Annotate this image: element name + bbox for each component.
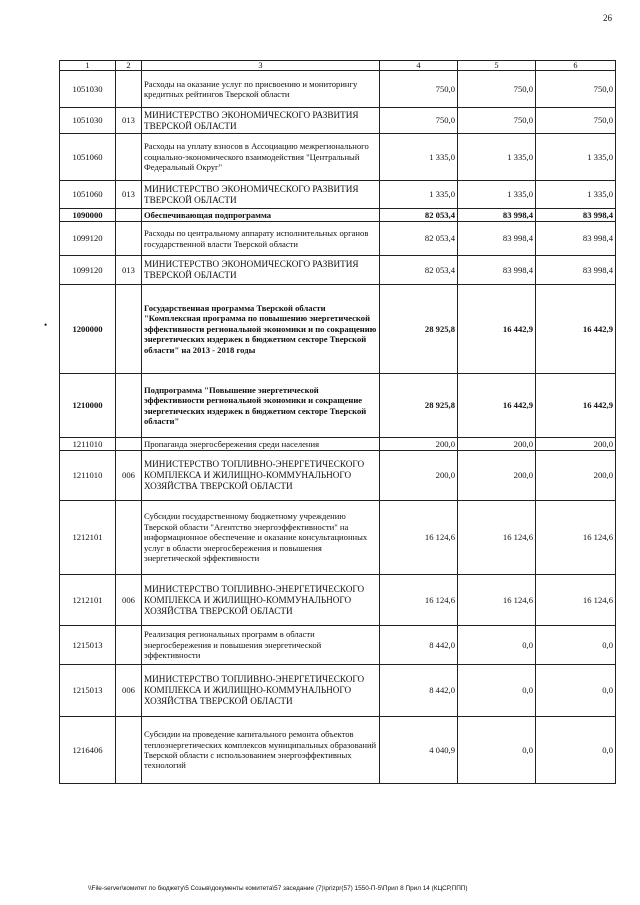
column-header-6: 6 — [536, 61, 616, 71]
table-row — [60, 575, 616, 626]
row-value-col5: 16 442,9 — [458, 374, 536, 438]
row-value-col6: 0,0 — [536, 665, 616, 717]
row-subcode — [116, 717, 142, 784]
row-value-col4: 16 124,6 — [380, 501, 458, 575]
column-header-5: 5 — [458, 61, 536, 71]
row-subcode: 006 — [116, 451, 142, 501]
column-header-1: 1 — [60, 61, 116, 71]
budget-table — [59, 60, 616, 784]
row-code: 1051060 — [60, 181, 116, 209]
row-value-col4: 82 053,4 — [380, 256, 458, 285]
row-value-col4: 750,0 — [380, 71, 458, 108]
row-code: 1212101 — [60, 501, 116, 575]
row-value-col5: 16 442,9 — [458, 285, 536, 374]
row-value-col5: 0,0 — [458, 665, 536, 717]
row-value-col6: 0,0 — [536, 626, 616, 665]
row-subcode — [116, 222, 142, 256]
row-value-col4: 200,0 — [380, 451, 458, 501]
row-code: 1099120 — [60, 222, 116, 256]
row-subcode — [116, 626, 142, 665]
table-row — [60, 665, 616, 717]
row-code: 1051030 — [60, 71, 116, 108]
column-header-3: 3 — [142, 61, 380, 71]
row-description: Субсидии государственному бюджетному учреждению Тверской области "Агентство энергоэффективности" на информационное обеспечение и оказание консультационных услуг в области энергосбережения и повышения энергетической эффективности — [142, 501, 380, 575]
table-row — [60, 285, 616, 374]
table-row — [60, 374, 616, 438]
row-description: МИНИСТЕРСТВО ЭКОНОМИЧЕСКОГО РАЗВИТИЯ ТВЕРСКОЙ ОБЛАСТИ — [142, 108, 380, 134]
row-code: 1051060 — [60, 134, 116, 181]
row-value-col4: 1 335,0 — [380, 134, 458, 181]
row-value-col6: 750,0 — [536, 108, 616, 134]
row-code: 1210000 — [60, 374, 116, 438]
row-subcode: 013 — [116, 256, 142, 285]
row-value-col6: 750,0 — [536, 71, 616, 108]
table-row — [60, 134, 616, 181]
table-row — [60, 451, 616, 501]
row-value-col4: 8 442,0 — [380, 665, 458, 717]
row-subcode — [116, 438, 142, 451]
row-code: 1051030 — [60, 108, 116, 134]
row-value-col6: 83 998,4 — [536, 256, 616, 285]
row-value-col6: 1 335,0 — [536, 134, 616, 181]
row-description: МИНИСТЕРСТВО ЭКОНОМИЧЕСКОГО РАЗВИТИЯ ТВЕРСКОЙ ОБЛАСТИ — [142, 181, 380, 209]
row-value-col5: 0,0 — [458, 717, 536, 784]
row-value-col6: 16 442,9 — [536, 374, 616, 438]
table-row — [60, 222, 616, 256]
row-value-col5: 16 124,6 — [458, 575, 536, 626]
row-value-col5: 16 124,6 — [458, 501, 536, 575]
row-code: 1215013 — [60, 665, 116, 717]
row-value-col5: 83 998,4 — [458, 209, 536, 222]
side-mark: • — [44, 320, 48, 330]
row-code: 1090000 — [60, 209, 116, 222]
table-row — [60, 438, 616, 451]
row-value-col6: 1 335,0 — [536, 181, 616, 209]
row-description: Расходы на оказание услуг по присвоению и мониторингу кредитных рейтингов Тверской области — [142, 71, 380, 108]
table-row — [60, 209, 616, 222]
row-description: МИНИСТЕРСТВО ТОПЛИВНО-ЭНЕРГЕТИЧЕСКОГО КОМПЛЕКСА И ЖИЛИЩНО-КОММУНАЛЬНОГО ХОЗЯЙСТВА ТВЕРСКОЙ ОБЛАСТИ — [142, 665, 380, 717]
row-value-col4: 28 925,8 — [380, 374, 458, 438]
row-value-col6: 16 124,6 — [536, 501, 616, 575]
row-description: Субсидии на проведение капитального ремонта объектов теплоэнергетических комплексов муниципальных образований Тверской области с использованием энергоэффективных технологий — [142, 717, 380, 784]
row-description: МИНИСТЕРСТВО ТОПЛИВНО-ЭНЕРГЕТИЧЕСКОГО КОМПЛЕКСА И ЖИЛИЩНО-КОММУНАЛЬНОГО ХОЗЯЙСТВА ТВЕРСКОЙ ОБЛАСТИ — [142, 451, 380, 501]
header-row — [60, 61, 616, 71]
row-value-col5: 1 335,0 — [458, 181, 536, 209]
row-value-col5: 0,0 — [458, 626, 536, 665]
row-code: 1216406 — [60, 717, 116, 784]
table-row — [60, 626, 616, 665]
row-value-col4: 4 040,9 — [380, 717, 458, 784]
row-value-col5: 200,0 — [458, 438, 536, 451]
row-value-col4: 8 442,0 — [380, 626, 458, 665]
row-description: МИНИСТЕРСТВО ТОПЛИВНО-ЭНЕРГЕТИЧЕСКОГО КОМПЛЕКСА И ЖИЛИЩНО-КОММУНАЛЬНОГО ХОЗЯЙСТВА ТВЕРСКОЙ ОБЛАСТИ — [142, 575, 380, 626]
row-value-col5: 200,0 — [458, 451, 536, 501]
row-value-col6: 200,0 — [536, 451, 616, 501]
row-value-col6: 16 124,6 — [536, 575, 616, 626]
row-value-col4: 82 053,4 — [380, 222, 458, 256]
table-row — [60, 108, 616, 134]
row-description: Расходы по центральному аппарату исполнительных органов государственной власти Тверской области — [142, 222, 380, 256]
row-description: МИНИСТЕРСТВО ЭКОНОМИЧЕСКОГО РАЗВИТИЯ ТВЕРСКОЙ ОБЛАСТИ — [142, 256, 380, 285]
row-value-col4: 28 925,8 — [380, 285, 458, 374]
table-row — [60, 256, 616, 285]
row-value-col4: 750,0 — [380, 108, 458, 134]
row-value-col5: 1 335,0 — [458, 134, 536, 181]
row-code: 1200000 — [60, 285, 116, 374]
page-number: 26 — [603, 13, 612, 23]
footer-file-path: \\File-server\комитет по бюджету\5 Созыв\документы комитета\57 заседание (7)\prizpr(57) 1550-П-5\Прил 8 Прил 14 (КЦСР,ППП) — [88, 885, 468, 892]
row-value-col4: 200,0 — [380, 438, 458, 451]
row-subcode: 006 — [116, 575, 142, 626]
row-subcode — [116, 285, 142, 374]
row-subcode: 013 — [116, 108, 142, 134]
row-subcode — [116, 209, 142, 222]
row-value-col5: 750,0 — [458, 108, 536, 134]
table-row — [60, 181, 616, 209]
row-value-col4: 82 053,4 — [380, 209, 458, 222]
row-code: 1212101 — [60, 575, 116, 626]
column-header-4: 4 — [380, 61, 458, 71]
row-code: 1215013 — [60, 626, 116, 665]
table-row — [60, 717, 616, 784]
row-code: 1099120 — [60, 256, 116, 285]
row-code: 1211010 — [60, 438, 116, 451]
row-subcode — [116, 501, 142, 575]
row-value-col6: 0,0 — [536, 717, 616, 784]
row-value-col6: 16 442,9 — [536, 285, 616, 374]
row-subcode: 006 — [116, 665, 142, 717]
row-description: Пропаганда энергосбережения среди населения — [142, 438, 380, 451]
row-value-col5: 83 998,4 — [458, 222, 536, 256]
row-description: Подпрограмма "Повышение энергетической эффективности региональной экономики и сокращение энергетических издержек в бюджетном секторе Тверской области" — [142, 374, 380, 438]
row-subcode — [116, 374, 142, 438]
row-value-col5: 83 998,4 — [458, 256, 536, 285]
row-value-col6: 200,0 — [536, 438, 616, 451]
column-header-2: 2 — [116, 61, 142, 71]
table-row — [60, 71, 616, 108]
row-value-col4: 16 124,6 — [380, 575, 458, 626]
row-value-col6: 83 998,4 — [536, 222, 616, 256]
table-row — [60, 501, 616, 575]
row-value-col6: 83 998,4 — [536, 209, 616, 222]
row-subcode — [116, 71, 142, 108]
row-subcode — [116, 134, 142, 181]
row-description: Государственная программа Тверской области "Комплексная программа по повышению энергетической эффективности региональной экономики и по сокращению энергетических издержек в бюджетном секторе Тверской области" на 2013 - 2018 годы — [142, 285, 380, 374]
row-description: Обеспечивающая подпрограмма — [142, 209, 380, 222]
row-description: Расходы на уплату взносов в Ассоциацию межрегионального социально-экономического взаимодействия "Центральный Федеральный Округ" — [142, 134, 380, 181]
row-subcode: 013 — [116, 181, 142, 209]
row-code: 1211010 — [60, 451, 116, 501]
row-description: Реализация региональных программ в области энергосбережения и повышения энергетической эффективности — [142, 626, 380, 665]
row-value-col4: 1 335,0 — [380, 181, 458, 209]
row-value-col5: 750,0 — [458, 71, 536, 108]
